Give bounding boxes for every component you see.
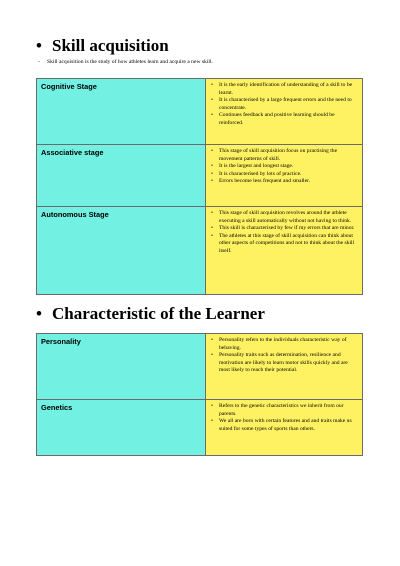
stage-label: Autonomous Stage [37,207,206,295]
heading-title: Skill acquisition [52,36,169,55]
list-item: • It is the largest and longest stage. [210,163,360,171]
section-heading-learner [36,304,265,324]
learner-characteristics-table [36,333,363,456]
skill-stages-table [36,78,363,295]
list-item: • Personality refers to the individuals characteristic way of behaving. [210,337,360,352]
table-row [37,79,363,145]
list-item: • It is characterised by lots of practice. [210,171,360,179]
bullet-list [210,337,360,375]
stage-label: Cognitive Stage [37,79,206,145]
stage-description [206,207,363,295]
list-item: • Refers to the genetic characteristics we inherit from our parents. [210,403,360,418]
characteristic-description [206,334,363,400]
intro-marker: - [38,59,40,65]
list-item: • It is characterised by a large frequent errors and the need to concentrate. [210,97,360,112]
table-row [37,400,363,456]
bullet-list [210,148,360,186]
bullet-list [210,210,360,256]
stage-description [206,79,363,145]
table-row [37,207,363,295]
list-item: • It is the early identification of understanding of a skill to be learnt. [210,82,360,97]
list-item: • Continues feedback and positive learning should be reinforced. [210,112,360,127]
list-item: • Errors become less frequent and smaller. [210,178,360,186]
list-item: • Personality traits such as determination, resilience and motivation are likely to learn motor skills quickly and are most likely to reach their potential. [210,352,360,375]
stage-label: Associative stage [37,145,206,207]
table-row [37,145,363,207]
heading-title: Characteristic of the Learner [52,304,265,323]
section-heading-skill-acquisition [36,36,169,56]
heading-bullet: • [36,36,42,55]
bullet-list [210,82,360,128]
characteristic-description [206,400,363,456]
list-item: • This skill is characterised by few if my errors that are minor. [210,225,360,233]
characteristic-label: Personality [37,334,206,400]
stage-description [206,145,363,207]
list-item: • We all are born with certain features and and traits make us suited for some types of sports than others. [210,418,360,433]
table-row [37,334,363,400]
bullet-list [210,403,360,433]
list-item: • The athletes at this stage of skill acquisition can think about other aspects of competitions and not to think about the skill itself. [210,233,360,256]
list-item: • This stage of skill acquisition focus on practising the movement patterns of skill. [210,148,360,163]
list-item: • This stage of skill acquisition revolves around the athlete executing a skill automatically without not having to think. [210,210,360,225]
intro-line [38,59,213,65]
heading-bullet: • [36,304,42,323]
characteristic-label: Genetics [37,400,206,456]
intro-text: Skill acquisition is the study of how athletes learn and acquire a new skill. [47,59,213,65]
